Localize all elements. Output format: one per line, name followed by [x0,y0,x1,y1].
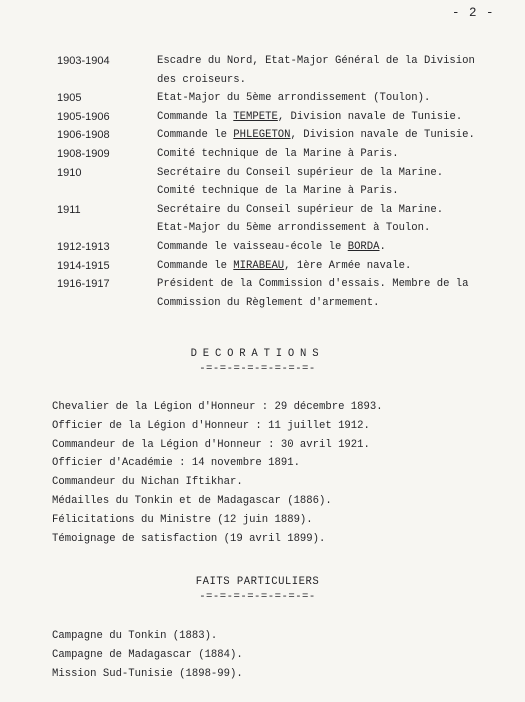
decoration-item: Officier de la Légion d'Honneur : 11 juillet 1912. [52,419,370,432]
career-year: 1906-1908 [57,129,110,142]
career-line [157,201,443,220]
career-line [157,126,475,145]
decorations-rule: -=-=-=-=-=-=-=-=- [199,363,316,375]
career-description [157,201,443,238]
career-year: 1908-1909 [57,147,110,160]
career-text: Commande le [157,129,234,142]
career-row [0,164,525,201]
career-text: Escadre du Nord, Etat-Major Général de la Division [157,55,475,67]
career-text: Comité technique de la Marine à Paris. [157,185,399,198]
career-row [0,275,525,312]
career-text: , Division navale de Tunisie. [277,110,463,123]
ship-name: TEMPETE [233,110,278,123]
career-text: Commande le vaisseau-école le [157,240,348,253]
career-row [0,126,525,145]
career-line [157,238,386,257]
decoration-item: Félicitations du Ministre (12 juin 1889). [52,513,313,526]
career-line [157,257,411,276]
career-line [157,52,475,71]
career-text: Président de la Commission d'essais. Membre de la [157,278,469,291]
ship-name: PHLEGETON [233,129,291,142]
career-year: 1912-1913 [57,240,110,253]
career-year: 1903-1904 [57,55,110,67]
career-row [0,108,525,127]
fait-item: Mission Sud-Tunisie (1898-99). [52,667,243,680]
career-row [0,201,525,238]
career-description [157,52,475,89]
career-text: , 1ère Armée navale. [284,259,412,272]
career-text: Etat-Major du 5ème arrondissement à Toulon. [157,222,431,235]
career-year: 1905-1906 [57,110,110,123]
career-line [157,71,475,90]
career-line [157,145,399,164]
career-description [157,126,475,145]
career-text: Secrétaire du Conseil supérieur de la Marine. [157,166,444,179]
career-text: Commission du Règlement d'armement. [157,296,380,309]
career-description [157,275,469,312]
career-description [157,145,399,164]
page-number: - 2 - [452,6,495,20]
faits-list [52,627,243,683]
career-text: Commande la [157,110,234,123]
career-year: 1905 [57,92,82,105]
career-text: Comité technique de la Marine à Paris. [157,147,399,160]
career-year: 1914-1915 [57,259,110,272]
career-line [157,275,469,294]
fait-item: Campagne de Madagascar (1884). [52,648,243,661]
ship-name: BORDA [347,240,380,253]
decoration-item: Officier d'Académie : 14 novembre 1891. [52,457,300,470]
career-row [0,89,525,108]
decoration-item: Commandeur de la Légion d'Honneur : 30 avril 1921. [52,438,370,451]
career-list [0,52,525,312]
decorations-header [0,348,525,375]
faits-rule: -=-=-=-=-=-=-=-=- [199,591,316,603]
career-line [157,294,469,313]
career-year: 1911 [57,203,81,216]
decoration-item: Témoignage de satisfaction (19 avril 1899). [52,532,326,545]
career-row [0,52,525,89]
ship-name: MIRABEAU [233,259,285,272]
decorations-list [52,398,383,548]
career-text: Secrétaire du Conseil supérieur de la Marine. [157,203,444,216]
career-line [157,89,430,108]
faits-header [0,576,525,603]
decoration-item: Commandeur du Nichan Iftikhar. [52,476,243,489]
career-text: Etat-Major du 5ème arrondissement (Toulon). [157,92,431,105]
career-line [157,108,462,127]
career-text: Commande le [157,259,234,272]
career-text: des croiseurs. [157,73,247,86]
career-text: . [379,240,386,253]
faits-heading: FAITS PARTICULIERS [195,576,320,588]
decoration-item: Chevalier de la Légion d'Honneur : 29 décembre 1893. [52,401,383,413]
career-description [157,238,386,257]
career-line [157,219,443,238]
career-line [157,164,443,183]
career-year: 1910 [57,166,82,179]
career-year: 1916-1917 [57,278,110,291]
career-row [0,238,525,257]
fait-item: Campagne du Tonkin (1883). [52,630,218,642]
career-row [0,257,525,276]
career-description [157,257,411,276]
career-description [157,108,462,127]
career-text: , Division navale de Tunisie. [290,129,475,142]
career-row [0,145,525,164]
decoration-item: Médailles du Tonkin et de Madagascar (1886). [52,494,332,507]
decorations-heading: DECORATIONS [190,348,325,360]
career-description [157,164,443,201]
career-line [157,182,443,201]
career-description [157,89,430,108]
